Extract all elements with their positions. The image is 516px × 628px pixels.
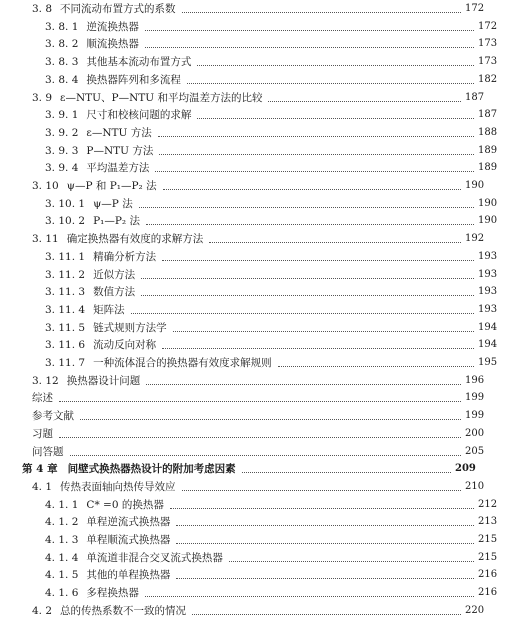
- toc-leader-dots: [146, 223, 474, 225]
- toc-entry-number: 3. 8: [32, 3, 53, 15]
- toc-entry-page: 215: [478, 534, 498, 545]
- toc-entry-title: 总的传热系数不一致的情况: [60, 604, 187, 617]
- toc-entry[interactable]: [0, 0, 503, 18]
- toc-leader-dots: [209, 241, 461, 243]
- toc-entry-number: 3. 10. 1: [45, 197, 86, 210]
- toc-entry[interactable]: [0, 230, 503, 248]
- toc-entry-title: 单流道非混合交叉流式换热器: [86, 551, 223, 564]
- toc-entry-title: ψ—P 和 P₁—P₂ 法: [66, 180, 157, 192]
- toc-entry[interactable]: [0, 89, 503, 107]
- toc-leader-dots: [176, 542, 474, 544]
- toc-leader-dots: [242, 471, 451, 473]
- toc-leader-dots: [162, 347, 474, 349]
- toc-entry-number: 3. 9. 4: [45, 162, 79, 175]
- toc-entry-page: 196: [465, 374, 485, 386]
- toc-entry-page: 187: [465, 91, 485, 103]
- toc-entry-page: 187: [478, 109, 498, 121]
- toc-entry[interactable]: [0, 53, 516, 71]
- toc-entry[interactable]: [0, 301, 516, 319]
- toc-leader-dots: [162, 259, 474, 261]
- toc-entry[interactable]: [0, 584, 516, 602]
- toc-entry-page: 173: [478, 56, 498, 68]
- toc-entry-title: 链式规则方法学: [93, 321, 167, 334]
- toc-entry-page: 205: [465, 445, 485, 457]
- toc-entry-title: 习题: [32, 427, 53, 440]
- toc-entry-title: 尺寸和校核问题的求解: [86, 109, 192, 122]
- toc-entry-title: 精确分析方法: [93, 250, 157, 263]
- toc-entry-number: 4. 1. 4: [45, 551, 79, 564]
- toc-entry-page: 193: [478, 250, 498, 262]
- toc-entry[interactable]: [0, 106, 516, 124]
- toc-entry[interactable]: [0, 35, 516, 53]
- toc-entry-title: 数值方法: [93, 286, 136, 299]
- toc-entry[interactable]: [0, 266, 516, 284]
- toc-entry-title: ε—NTU、P—NTU 和平均温差方法的比较: [60, 91, 263, 104]
- toc-entry-title: 顺流换热器: [86, 38, 139, 51]
- toc-leader-dots: [139, 206, 474, 208]
- toc-entry-title: 不同流动布置方式的系数: [60, 3, 176, 15]
- toc-leader-dots: [176, 577, 474, 579]
- toc-entry[interactable]: [0, 212, 516, 230]
- toc-entry-page: 192: [465, 233, 485, 245]
- toc-entry-title: C* =0 的换热器: [86, 498, 164, 511]
- toc-entry[interactable]: [0, 159, 516, 177]
- toc-entry-number: 3. 11. 5: [45, 321, 86, 334]
- toc-entry-page: 190: [465, 180, 485, 191]
- toc-entry-number: 3. 11. 6: [45, 339, 86, 352]
- toc-entry-number: 3. 11. 1: [45, 250, 86, 263]
- toc-entry[interactable]: [0, 566, 516, 584]
- toc-entry-number: 4. 1. 2: [45, 516, 79, 529]
- toc-entry[interactable]: [0, 443, 503, 461]
- toc-leader-dots: [145, 46, 474, 48]
- toc-leader-dots: [197, 117, 474, 119]
- toc-leader-dots: [80, 418, 461, 420]
- toc-leader-dots: [159, 153, 474, 155]
- toc-entry-page: 190: [478, 215, 498, 227]
- toc-entry[interactable]: [0, 142, 516, 160]
- toc-leader-dots: [176, 524, 474, 526]
- toc-entry-number: 4. 1: [32, 480, 53, 493]
- toc-entry[interactable]: [0, 336, 516, 354]
- toc-entry-page: 195: [478, 357, 498, 368]
- toc-entry-page: 216: [478, 587, 498, 599]
- toc-entry-page: 199: [465, 392, 485, 404]
- toc-leader-dots: [278, 365, 474, 367]
- toc-entry-title: 确定换热器有效度的求解方法: [66, 233, 204, 246]
- toc-entry[interactable]: [0, 407, 503, 425]
- toc-leader-dots: [146, 383, 461, 385]
- toc-leader-dots: [141, 277, 474, 279]
- toc-leader-dots: [158, 135, 474, 137]
- toc-entry-title: 平均温差方法: [86, 162, 150, 175]
- toc-entry[interactable]: [0, 425, 503, 443]
- toc-entry[interactable]: [0, 71, 516, 89]
- toc-entry-title: 换热器阵列和多流程: [86, 73, 181, 86]
- toc-entry-number: 4. 1. 6: [45, 587, 79, 600]
- toc-entry-page: 193: [478, 286, 498, 298]
- toc-entry-page: 172: [465, 3, 485, 14]
- toc-leader-dots: [229, 560, 474, 562]
- toc-entry-title: 间壁式换热器热设计的附加考虑因素: [67, 463, 236, 476]
- toc-entry-page: 209: [455, 463, 476, 475]
- toc-leader-dots: [173, 330, 474, 332]
- toc-leader-dots: [187, 82, 474, 84]
- toc-entry-title: 逆流换热器: [86, 20, 139, 33]
- toc-entry-number: 3. 11. 7: [45, 357, 86, 369]
- toc-entry[interactable]: [0, 460, 493, 478]
- toc-leader-dots: [145, 595, 474, 597]
- toc-entry-number: 3. 9. 3: [45, 144, 79, 157]
- toc-entry-number: 3. 8. 3: [45, 56, 79, 69]
- toc-entry-title: 近似方法: [93, 268, 136, 281]
- toc-entry-page: 213: [478, 516, 498, 528]
- toc-leader-dots: [197, 64, 474, 66]
- toc-entry-number: 3. 8. 2: [45, 38, 79, 51]
- toc-entry[interactable]: [0, 319, 516, 337]
- toc-entry-page: 190: [478, 197, 498, 209]
- toc-entry-title: 综述: [32, 392, 53, 405]
- toc-entry[interactable]: [0, 602, 503, 620]
- toc-entry-number: 3. 12: [32, 374, 59, 387]
- toc-leader-dots: [145, 29, 474, 31]
- toc-leader-dots: [268, 100, 461, 102]
- toc-entry-page: 194: [478, 321, 498, 333]
- toc-entry[interactable]: [0, 18, 516, 36]
- toc-entry[interactable]: [0, 549, 516, 567]
- toc-entry-page: 182: [478, 73, 498, 85]
- toc-entry[interactable]: [0, 531, 516, 549]
- toc-entry-title: 流动反向对称: [93, 339, 157, 352]
- toc-entry-page: 193: [478, 303, 498, 315]
- toc-entry-page: 194: [478, 339, 498, 351]
- toc-entry-page: 200: [465, 427, 485, 439]
- toc-entry-number: 3. 9. 2: [45, 126, 79, 139]
- toc-entry-number: 3. 11. 3: [45, 286, 86, 299]
- toc-entry[interactable]: [0, 195, 516, 213]
- toc-entry-page: 189: [478, 144, 498, 156]
- toc-leader-dots: [131, 312, 474, 314]
- toc-entry-page: 193: [478, 268, 498, 280]
- toc-entry-page: 210: [465, 480, 485, 492]
- toc-leader-dots: [182, 489, 461, 491]
- toc-entry-number: 3. 11: [32, 233, 59, 246]
- toc-entry-title: 单程逆流式换热器: [86, 516, 171, 529]
- toc-entry-number: 4. 1. 3: [45, 534, 79, 546]
- toc-entry-page: 172: [478, 20, 498, 32]
- toc-entry-title: P—NTU 方法: [86, 144, 154, 157]
- toc-entry[interactable]: [0, 478, 503, 496]
- toc-entry-title: 问答题: [32, 445, 64, 458]
- toc-leader-dots: [192, 613, 461, 615]
- toc-entry-number: 3. 9: [32, 91, 53, 104]
- toc-entry-number: 3. 11. 2: [45, 268, 86, 281]
- toc-leader-dots: [182, 11, 461, 13]
- toc-leader-dots: [170, 507, 474, 509]
- toc-entry-title: P₁—P₂ 法: [93, 215, 140, 228]
- toc-entry-number: 3. 8. 4: [45, 73, 79, 86]
- toc-entry[interactable]: [0, 124, 516, 142]
- toc-entry-number: 3. 9. 1: [45, 109, 79, 122]
- toc-entry-page: 189: [478, 162, 498, 174]
- toc-entry[interactable]: [0, 513, 516, 531]
- toc-entry[interactable]: [0, 177, 503, 195]
- toc-entry-title: 多程换热器: [86, 587, 139, 600]
- toc-entry-number: 4. 1. 5: [45, 569, 79, 582]
- toc-entry-title: 其他的单程换热器: [86, 569, 171, 582]
- toc-entry-page: 220: [465, 604, 485, 616]
- toc-leader-dots: [70, 454, 462, 456]
- toc-entry-title: ε—NTU 方法: [86, 126, 152, 139]
- toc-entry-title: ψ—P 法: [93, 197, 133, 210]
- toc-entry-number: 4. 2: [32, 604, 53, 617]
- toc-leader-dots: [59, 436, 461, 438]
- toc-entry[interactable]: [0, 283, 516, 301]
- toc-entry-page: 173: [478, 38, 498, 50]
- toc-entry-number: 3. 10: [32, 180, 59, 192]
- toc-entry-title: 换热器设计问题: [66, 374, 141, 387]
- toc-entry-number: 3. 11. 4: [45, 303, 86, 316]
- toc-entry-number: 第 4 章: [22, 463, 58, 476]
- toc-leader-dots: [141, 294, 474, 296]
- toc-entry-title: 单程顺流式换热器: [86, 534, 171, 546]
- toc-leader-dots: [163, 188, 461, 190]
- toc-entry-title: 参考文献: [32, 410, 74, 423]
- toc-entry-page: 199: [465, 410, 485, 422]
- toc-entry-page: 215: [478, 551, 498, 563]
- toc-leader-dots: [59, 400, 461, 402]
- toc-entry[interactable]: [0, 248, 516, 266]
- toc-entry-page: 212: [478, 498, 498, 510]
- toc-entry-title: 其他基本流动布置方式: [86, 56, 192, 69]
- toc-entry[interactable]: [0, 389, 503, 407]
- toc-leader-dots: [155, 170, 474, 172]
- toc-entry-title: 传热表面轴向热传导效应: [60, 480, 176, 493]
- toc-entry-page: 216: [478, 569, 498, 581]
- toc-entry-number: 3. 8. 1: [45, 20, 79, 33]
- toc-entry[interactable]: [0, 372, 503, 390]
- toc-entry[interactable]: [0, 496, 516, 514]
- toc-entry-title: 矩阵法: [93, 303, 125, 316]
- toc-entry-title: 一种流体混合的换热器有效度求解规则: [93, 357, 272, 369]
- toc-entry-number: 4. 1. 1: [45, 498, 79, 511]
- toc-entry-page: 188: [478, 126, 498, 138]
- toc-entry-number: 3. 10. 2: [45, 215, 86, 228]
- toc-entry[interactable]: [0, 354, 516, 372]
